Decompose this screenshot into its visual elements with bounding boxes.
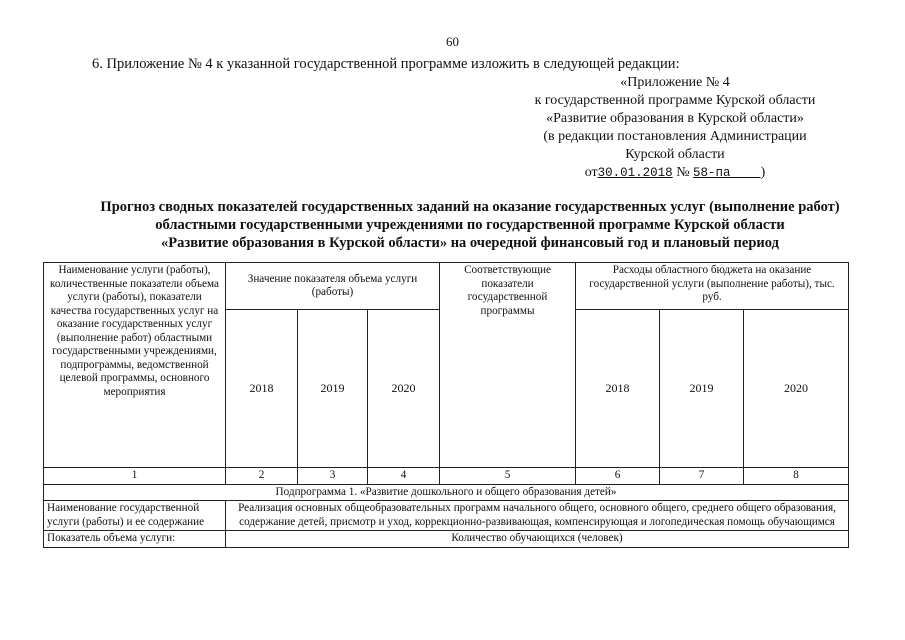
service-row xyxy=(44,501,849,531)
number-prefix: № xyxy=(676,165,690,180)
year-2020-expenses: 2020 xyxy=(744,310,849,468)
table-header-row xyxy=(44,263,849,310)
column-number: 3 xyxy=(298,468,368,485)
column-number: 8 xyxy=(744,468,849,485)
document-title xyxy=(60,198,880,252)
service-value: Реализация основных общеобразовательных программ начального общего, основного общего, среднего общего образования, содержание детей, присмотр и уход, коррекционно-развивающая, компенсирующая и логопедическая помощь обучающимся xyxy=(226,501,849,531)
appendix-line2: к государственной программе Курской области xyxy=(534,93,816,108)
indicator-label: Показатель объема услуги: xyxy=(44,531,226,548)
date-prefix: от xyxy=(584,165,598,180)
service-label: Наименование государственной услуги (работы) и ее содержание xyxy=(44,501,226,531)
year-2018-expenses: 2018 xyxy=(576,310,660,468)
year-2018-volume: 2018 xyxy=(226,310,298,468)
indicator-value: Количество обучающихся (человек) xyxy=(226,531,849,548)
title-line1: Прогноз сводных показателей государственных заданий на оказание государственных услуг (выполнение работ) xyxy=(100,199,840,215)
number-value: 58-па xyxy=(693,166,731,180)
volume-header: Значение показателя объема услуги (работы) xyxy=(226,263,440,310)
appendix-line3: «Развитие образования в Курской области» xyxy=(546,111,804,126)
indicator-row xyxy=(44,531,849,548)
year-2019-volume: 2019 xyxy=(298,310,368,468)
column-number: 5 xyxy=(440,468,576,485)
column-number: 6 xyxy=(576,468,660,485)
programs-header: Соответствующие показатели государственной программы xyxy=(440,263,576,468)
col1-header: Наименование услуги (работы), количественные показатели объема услуги (работы), показатели качества государственных услуг на оказание государственных услуг (выполнение работ) областными государственными учреждениями, подпрограммы, ведомственной целевой программы, основного мероприятия xyxy=(44,263,226,468)
appendix-date-line xyxy=(515,164,835,182)
appendix-line5: Курской области xyxy=(625,147,725,162)
year-2019-expenses: 2019 xyxy=(660,310,744,468)
expenses-header: Расходы областного бюджета на оказание государственной услуги (выполнение работы), тыс. руб. xyxy=(576,263,849,310)
title-line2: областными государственными учреждениями по государственной программе Курской области xyxy=(155,217,785,233)
appendix-line1: «Приложение № 4 xyxy=(620,75,730,90)
indicators-table xyxy=(43,262,849,548)
column-numbers-row xyxy=(44,468,849,485)
appendix-line4: (в редакции постановления Администрации xyxy=(543,129,807,144)
title-line3: «Развитие образования в Курской области» на очередной финансовый год и плановый период xyxy=(161,235,779,251)
appendix-header xyxy=(515,74,835,182)
subprogram-title: Подпрограмма 1. «Развитие дошкольного и общего образования детей» xyxy=(44,484,849,501)
page-number: 60 xyxy=(446,34,459,49)
column-number: 7 xyxy=(660,468,744,485)
subprogram-row xyxy=(44,484,849,501)
column-number: 1 xyxy=(44,468,226,485)
column-number: 2 xyxy=(226,468,298,485)
date-value: 30.01.2018 xyxy=(597,166,673,180)
column-number: 4 xyxy=(368,468,440,485)
close-paren: ) xyxy=(760,165,766,180)
intro-paragraph: 6. Приложение № 4 к указанной государственной программе изложить в следующей редакции: xyxy=(92,56,680,72)
year-2020-volume: 2020 xyxy=(368,310,440,468)
